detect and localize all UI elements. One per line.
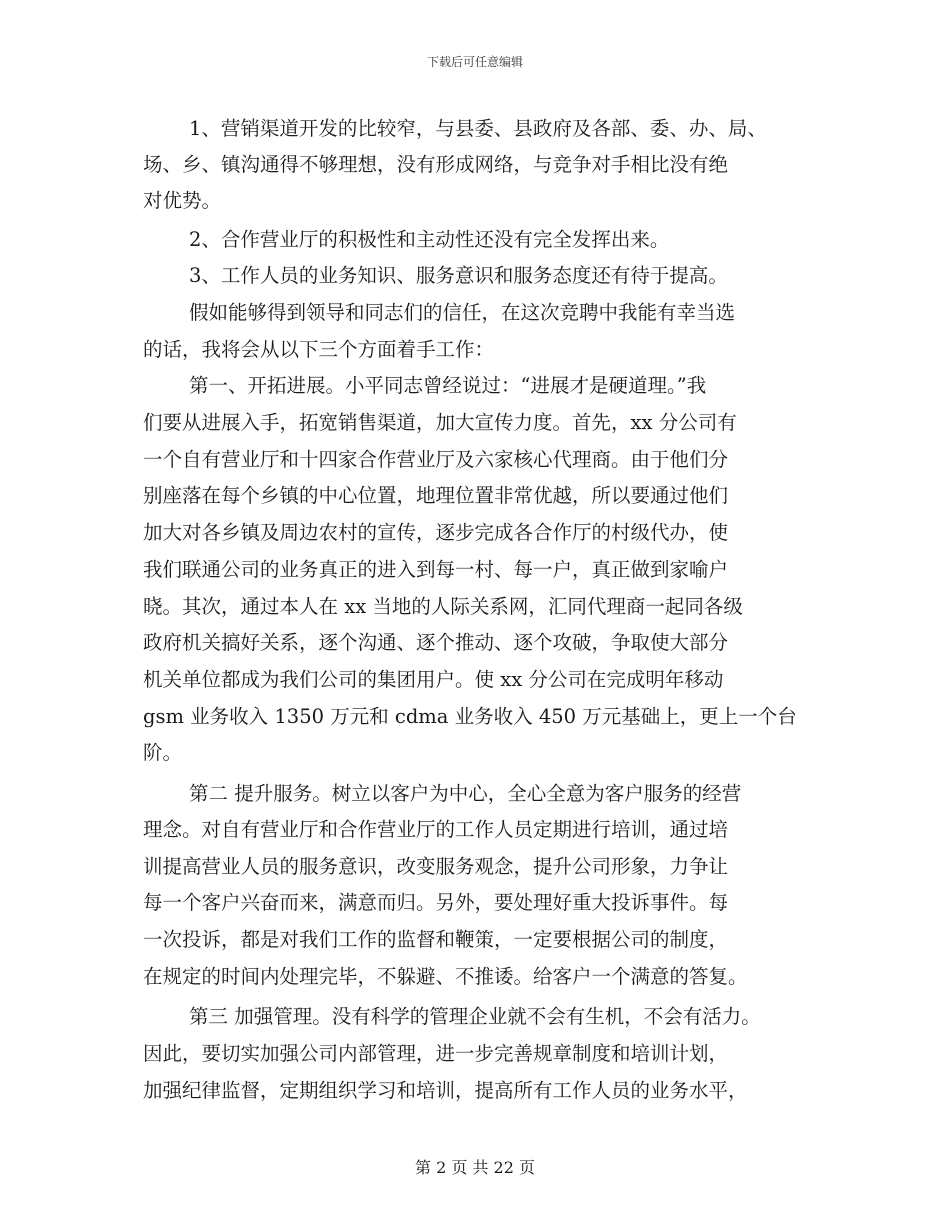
page-header: 下载后可任意编辑 xyxy=(426,55,523,69)
body-line: 假如能够得到领导和同志们的信任，在这次竞聘中我能有幸当选 xyxy=(189,301,736,324)
body-line: 3、工作人员的业务知识、服务意识和服务态度还有待于提高。 xyxy=(189,264,728,287)
body-line: 加强纪律监督，定期组织学习和培训，提高所有工作人员的业务水平， xyxy=(143,1079,748,1102)
body-line: 第三 加强管理。没有科学的管理企业就不会有生机，不会有活力。 xyxy=(189,1005,761,1028)
body-line: 们要从进展入手，拓宽销售渠道，加大宣传力度。首先，xx 分公司有 xyxy=(143,411,737,434)
body-line: 一次投诉，都是对我们工作的监督和鞭策，一定要根据公司的制度， xyxy=(143,928,729,951)
body-line: 理念。对自有营业厅和合作营业厅的工作人员定期进行培训，通过培 xyxy=(143,818,729,841)
body-line: 对优势。 xyxy=(143,189,222,212)
body-line: 每一个客户兴奋而来，满意而归。另外，要处理好重大投诉事件。每 xyxy=(143,891,729,914)
body-line: 第一、开拓进展。小平同志曾经说过：“进展才是硬道理。”我 xyxy=(189,374,707,397)
body-line: 因此，要切实加强公司内部管理，进一步完善规章制度和培训计划， xyxy=(143,1042,729,1065)
body-line: 阶。 xyxy=(143,741,183,764)
page-footer: 第 2 页 共 22 页 xyxy=(415,1158,535,1177)
body-line: 场、乡、镇沟通得不够理想，没有形成网络，与竞争对手相比没有绝 xyxy=(143,153,729,176)
body-line: 1、营销渠道开发的比较窄，与县委、县政府及各部、委、办、局、 xyxy=(189,117,767,140)
body-line: 政府机关搞好关系，逐个沟通、逐个推动、逐个攻破，争取使大部分 xyxy=(143,631,729,654)
body-line: 机关单位都成为我们公司的集团用户。使 xx 分公司在完成明年移动 xyxy=(143,668,724,691)
body-line: 在规定的时间内处理完毕，不躲避、不推诿。给客户一个满意的答复。 xyxy=(143,965,748,988)
body-line: 加大对各乡镇及周边农村的宣传，逐步完成各合作厅的村级代办，使 xyxy=(143,521,729,544)
body-line: 晓。其次，通过本人在 xx 当地的人际关系网，汇同代理商一起同各级 xyxy=(143,595,743,618)
body-line: 训提高营业人员的服务意识，改变服务观念，提升公司形象，力争让 xyxy=(143,855,729,878)
body-line: gsm 业务收入 1350 万元和 cdma 业务收入 450 万元基础上，更上一个台 xyxy=(143,705,797,728)
body-line: 一个自有营业厅和十四家合作营业厅及六家核心代理商。由于他们分 xyxy=(143,448,729,471)
body-line: 别座落在每个乡镇的中心位置，地理位置非常优越，所以要通过他们 xyxy=(143,484,729,507)
body-line: 第二 提升服务。树立以客户为中心，全心全意为客户服务的经营 xyxy=(189,782,742,805)
body-line: 的话，我将会从以下三个方面着手工作： xyxy=(143,338,495,361)
body-line: 我们联通公司的业务真正的进入到每一村、每一户，真正做到家喻户 xyxy=(143,558,729,581)
body-line: 2、合作营业厅的积极性和主动性还没有完全发挥出来。 xyxy=(189,228,670,251)
